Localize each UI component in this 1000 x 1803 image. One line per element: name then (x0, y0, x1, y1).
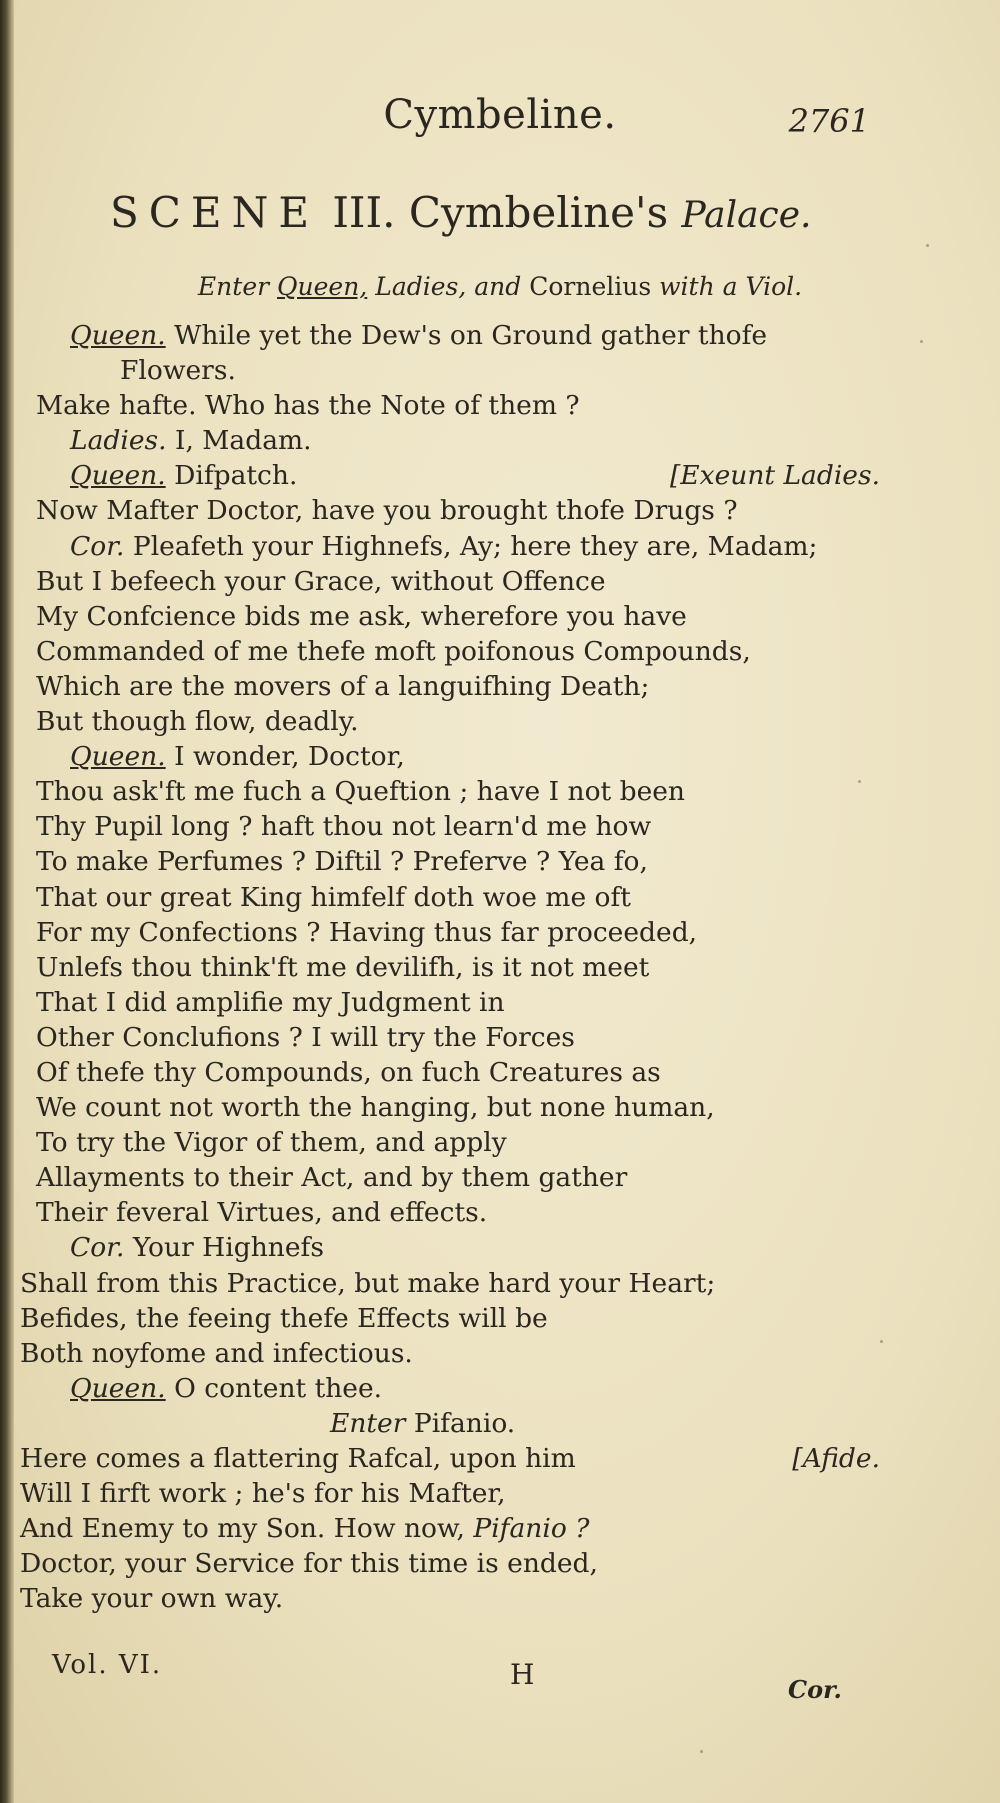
line-text: That I did amplifie my Judgment in (36, 986, 505, 1018)
stage-queen: Queen, (277, 272, 368, 301)
text-line (20, 1301, 880, 1336)
line-text: Here comes a flattering Rafcal, upon him (20, 1443, 576, 1474)
text-line (20, 739, 880, 774)
line-text: Shall from this Practice, but make hard your Heart; (20, 1267, 716, 1299)
line-text: Your Highnefs (132, 1232, 324, 1264)
text-line (20, 1546, 880, 1581)
line-text: We count not worth the hanging, but none human, (36, 1092, 715, 1124)
line-text: Unlefs thou think'ft me devilifh, is it not meet (36, 951, 650, 983)
scene-place-italic: Palace. (681, 195, 812, 236)
text-line (20, 458, 880, 493)
text-line (20, 529, 880, 564)
line-text: Doctor, your Service for this time is ended, (20, 1548, 598, 1580)
line-text: Thou ask'ft me fuch a Queftion ; have I not been (36, 776, 686, 808)
line-text: But though flow, deadly. (36, 706, 359, 738)
speaker: Ladies. (70, 425, 167, 457)
text-line (20, 669, 880, 704)
line-text: For my Confections ? Having thus far proceeded, (36, 916, 698, 948)
text-line (20, 634, 880, 669)
line-text: I, Madam. (174, 425, 312, 457)
line-text: Which are the movers of a languifhing Death; (36, 670, 650, 702)
text-line (20, 1160, 880, 1195)
stage-enter: Enter (197, 272, 270, 301)
line-text: Of thefe thy Compounds, on fuch Creatures as (36, 1056, 661, 1088)
line-text: Will I firft work ; he's for his Mafter, (20, 1478, 506, 1510)
line-text: While yet the Dew's on Ground gather thofe (174, 320, 768, 351)
running-title: Cymbeline. (383, 92, 617, 138)
text-line (20, 1441, 880, 1476)
text-line (20, 880, 880, 915)
text-line (20, 353, 880, 388)
paper-speck (926, 244, 929, 247)
text-line (20, 1230, 880, 1265)
line-text: Take your own way. (20, 1583, 284, 1615)
page-number: 2761 (788, 102, 870, 140)
play-text (20, 318, 880, 1616)
text-line (20, 1090, 880, 1125)
signature-mark: H (510, 1658, 535, 1691)
line-italic-tail: Pifanio ? (473, 1513, 590, 1545)
line-text: Thy Pupil long ? haft thou not learn'd me how (36, 811, 652, 843)
text-line (20, 950, 880, 985)
text-line (20, 809, 880, 844)
text-line (20, 1195, 880, 1230)
paper-speck (920, 340, 923, 343)
text-line (20, 1055, 880, 1090)
entering-name: Pifanio. (413, 1407, 516, 1439)
line-text: Flowers. (120, 355, 236, 387)
stage-ladies: Ladies, (375, 272, 467, 301)
text-line (20, 388, 880, 423)
speaker: Queen. (70, 320, 166, 351)
text-line (20, 1476, 880, 1511)
stage-with-viol: with a Viol. (659, 272, 803, 301)
line-text: My Confcience bids me ask, wherefore you have (36, 600, 687, 632)
line-text: Difpatch. (174, 460, 298, 492)
line-text: Allayments to their Act, and by them gather (36, 1162, 628, 1194)
line-text: Commanded of me thefe moft poifonous Compounds, (36, 635, 751, 667)
stage-cornelius: Cornelius (529, 272, 652, 301)
speaker: Cor. (70, 530, 125, 562)
text-line (20, 318, 880, 353)
line-text: O content thee. (174, 1372, 383, 1404)
line-text: To make Perfumes ? Diftil ? Preferve ? Yea fo, (36, 846, 648, 878)
text-line (20, 1266, 880, 1301)
text-line (20, 1581, 880, 1616)
text-line (20, 985, 880, 1020)
exit-direction: [Exeunt Ladies. (669, 460, 880, 492)
line-text: Pleafeth your Highnefs, Ay; here they are, Madam; (132, 530, 818, 562)
text-line (20, 915, 880, 950)
line-text: Make hafte. Who has the Note of them ? (36, 390, 580, 422)
speaker: Cor. (70, 1232, 125, 1264)
paper-speck (700, 1750, 703, 1753)
line-text: To try the Vigor of them, and apply (36, 1127, 507, 1159)
text-line (20, 844, 880, 879)
catchword: Cor. (788, 1675, 842, 1704)
stage-enter: Enter (330, 1407, 406, 1439)
line-text: And Enemy to my Son. How now, (20, 1513, 474, 1545)
stage-direction-entry (0, 272, 1000, 301)
line-text: Both noyfome and infectious. (20, 1337, 413, 1369)
line-text: I wonder, Doctor, (174, 741, 405, 773)
text-line (20, 493, 880, 528)
speaker: Queen. (70, 741, 166, 773)
text-line (20, 1020, 880, 1055)
text-line (20, 1125, 880, 1160)
line-text: Their feveral Virtues, and effects. (36, 1197, 488, 1229)
scene-word: SCENE (110, 188, 319, 237)
text-line (20, 774, 880, 809)
scene-heading (110, 188, 811, 237)
text-line (20, 1336, 880, 1371)
text-line (20, 1371, 880, 1406)
text-line (20, 564, 880, 599)
line-text: Other Conclufions ? I will try the Forces (36, 1021, 575, 1053)
text-line (20, 1511, 880, 1546)
text-line (20, 1406, 880, 1441)
binding-gutter (0, 0, 14, 1803)
text-line (20, 704, 880, 739)
stage-and: and (474, 272, 522, 301)
speaker: Queen. (70, 1372, 166, 1404)
text-line (20, 423, 880, 458)
scene-place: Cymbeline's (408, 188, 669, 237)
scene-number: III. (332, 188, 396, 237)
line-text: Befides, the feeing thefe Effects will be (20, 1302, 548, 1334)
line-text: But I befeech your Grace, without Offence (36, 565, 606, 597)
aside-direction: [Afide. (792, 1443, 880, 1474)
speaker: Queen. (70, 460, 166, 492)
text-line (20, 599, 880, 634)
line-text: Now Mafter Doctor, have you brought thofe Drugs ? (36, 495, 738, 527)
volume-mark: Vol. VI. (52, 1650, 163, 1680)
line-text: That our great King himfelf doth woe me oft (36, 881, 631, 913)
paper-speck (880, 1340, 883, 1343)
paper-speck (858, 780, 861, 783)
